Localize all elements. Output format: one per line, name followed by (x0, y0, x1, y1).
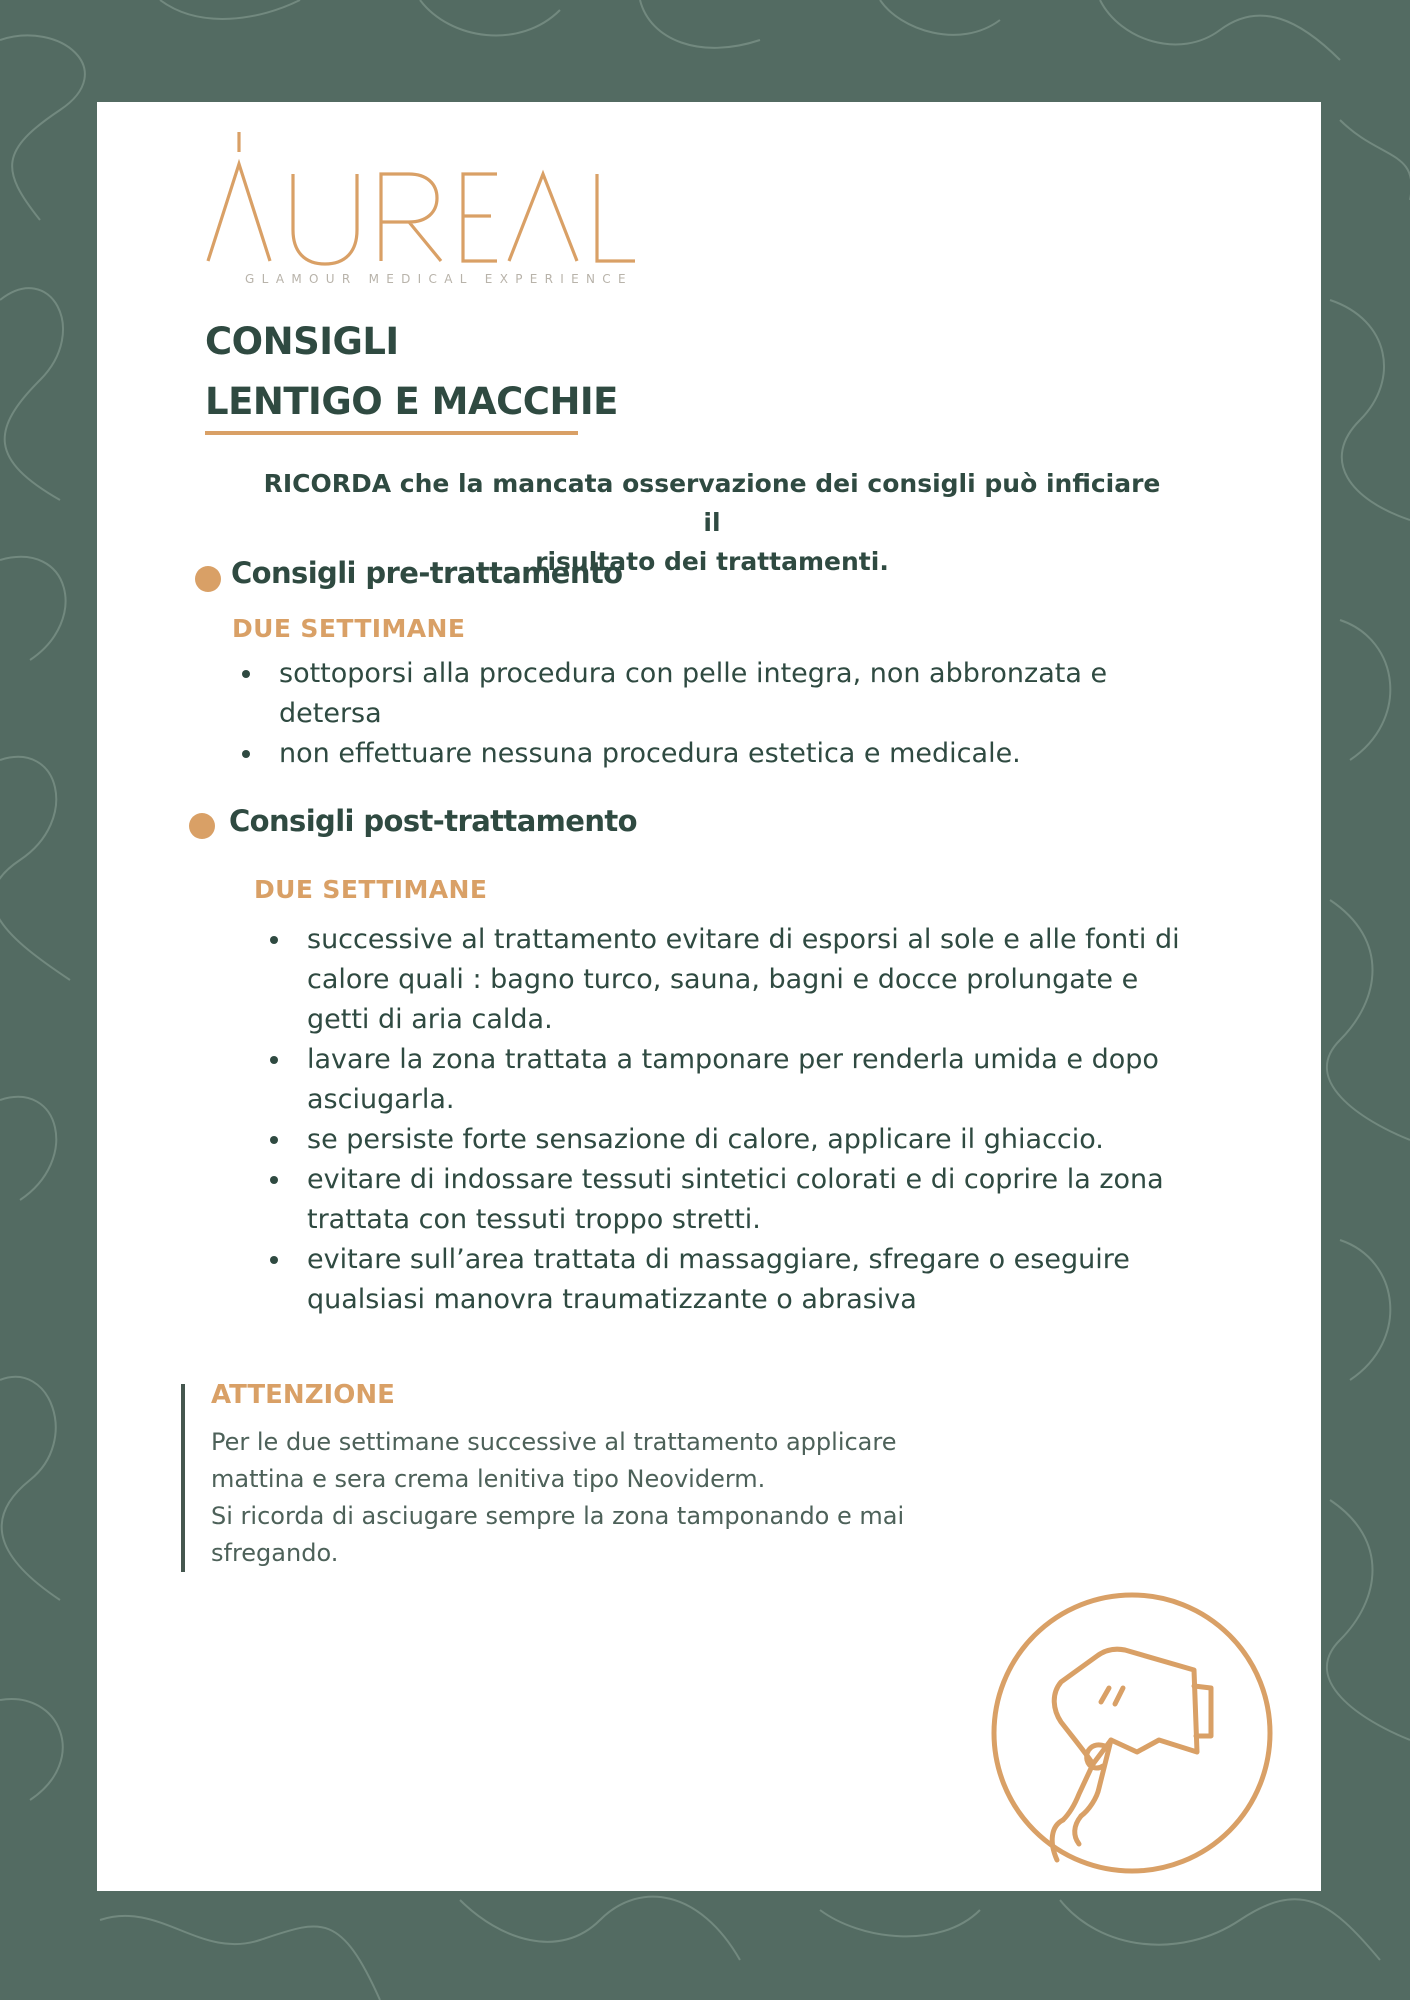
section-title-pre: Consigli pre-trattamento (231, 556, 623, 590)
section-bullet-icon (195, 566, 221, 592)
advice-item: • lavare la zona trattata a tamponare per renderla umida e dopo asciugarla. (293, 1040, 1193, 1120)
attention-bar (181, 1384, 185, 1572)
brand-tagline: GLAMOUR MEDICAL EXPERIENCE (245, 272, 633, 286)
page-title-line2: LENTIGO E MACCHIE (205, 380, 618, 423)
attention-line: Per le due settimane successive al trattamento applicare (211, 1428, 897, 1456)
section-title-post: Consigli post-trattamento (229, 804, 637, 838)
advice-item: • sottoporsi alla procedura con pelle integra, non abbronzata e detersa (265, 654, 1145, 734)
advice-item: • non effettuare nessuna procedura estetica e medicale. (265, 734, 1145, 774)
title-underline (205, 431, 578, 435)
laser-device-icon (989, 1590, 1275, 1876)
section-bullet-icon (189, 813, 215, 839)
advice-item: • evitare sull’area trattata di massaggiare, sfregare o eseguire qualsiasi manovra traumatizzante o abrasiva (293, 1240, 1193, 1320)
pre-treatment-list (237, 654, 1145, 774)
aureal-logo (205, 130, 645, 300)
advice-card (97, 102, 1321, 1891)
aureal-wordmark (205, 130, 645, 275)
advice-item: • successive al trattamento evitare di esporsi al sole e alle fonti di calore quali : bagno turco, sauna, bagni e docce prolungate e getti di aria calda. (293, 920, 1193, 1040)
reminder-line: RICORDA che la mancata osservazione dei consigli può inficiare il (263, 469, 1161, 537)
attention-line: mattina e sera crema lenitiva tipo Neoviderm. (211, 1465, 766, 1493)
pre-period-label: DUE SETTIMANE (232, 614, 466, 643)
page-title-line1: CONSIGLI (205, 320, 399, 363)
attention-title: ATTENZIONE (211, 1380, 395, 1410)
post-period-label: DUE SETTIMANE (254, 875, 488, 904)
advice-item: • evitare di indossare tessuti sintetici colorati e di coprire la zona trattata con tessuti troppo stretti. (293, 1160, 1193, 1240)
advice-item: • se persiste forte sensazione di calore, applicare il ghiaccio. (293, 1120, 1193, 1160)
attention-line: Si ricorda di asciugare sempre la zona tamponando e mai (211, 1502, 905, 1530)
post-treatment-list (265, 920, 1193, 1320)
attention-text (211, 1424, 971, 1572)
reminder-line: risultato dei trattamenti. (535, 547, 889, 576)
attention-line: sfregando. (211, 1539, 339, 1567)
